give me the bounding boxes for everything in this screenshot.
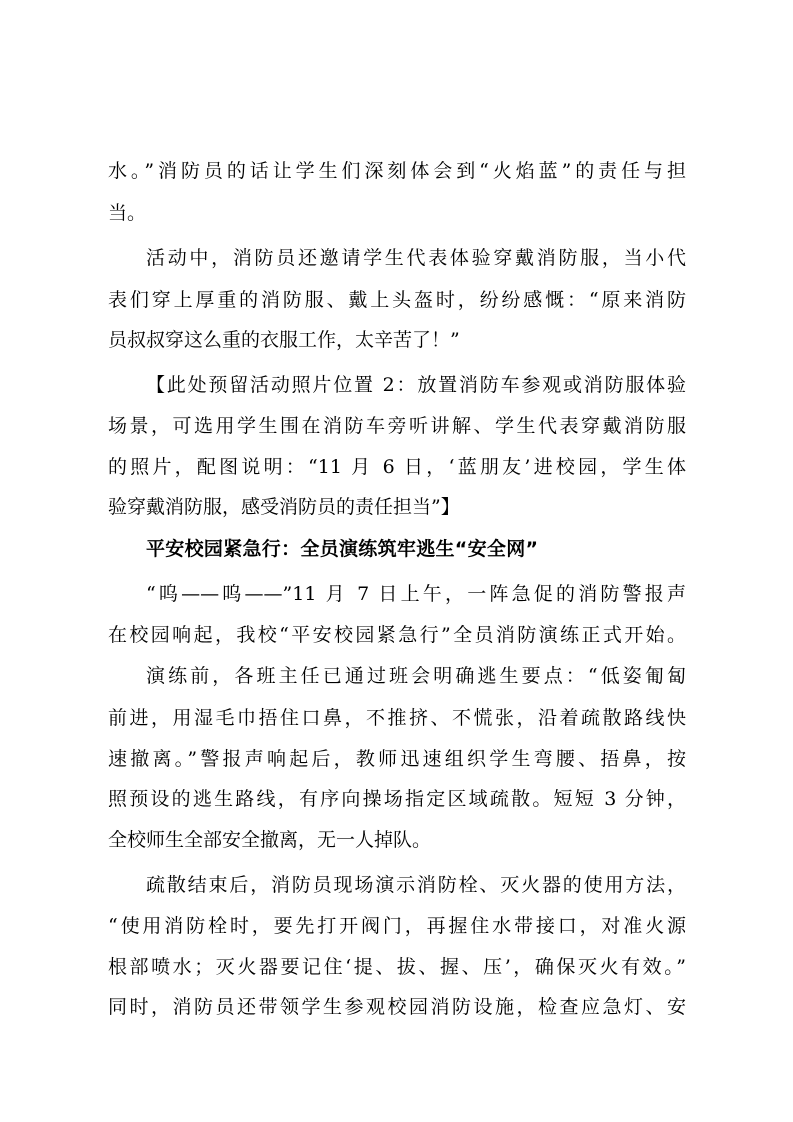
paragraph-line: 表们穿上厚重的消防服、戴上头盔时，纷纷感慨：“原来消防 bbox=[108, 289, 686, 311]
paragraph-line: 疏散结束后，消防员现场演示消防栓、灭火器的使用方法， bbox=[146, 874, 686, 896]
paragraph-line: 水。”消防员的话让学生们深刻体会到“火焰蓝”的责任与担 bbox=[108, 160, 686, 182]
paragraph-line: 员叔叔穿这么重的衣服工作，太辛苦了！” bbox=[108, 329, 460, 351]
paragraph-line: 活动中，消防员还邀请学生代表体验穿戴消防服，当小代 bbox=[146, 247, 686, 269]
section-heading: 平安校园紧急行：全员演练筑牢逃生“安全网” bbox=[146, 538, 539, 560]
paragraph-line: 前进，用湿毛巾捂住口鼻，不推挤、不慌张，沿着疏散路线快 bbox=[108, 707, 686, 729]
paragraph-line: “呜——呜——”11 月 7 日上午，一阵急促的消防警报声 bbox=[146, 583, 686, 605]
paragraph-line: 全校师生全部安全撤离，无一人掉队。 bbox=[108, 829, 432, 851]
paragraph-line: 在校园响起，我校“平安校园紧急行”全员消防演练正式开始。 bbox=[108, 624, 686, 646]
paragraph-line: 速撤离。”警报声响起后，教师迅速组织学生弯腰、捂鼻，按 bbox=[108, 748, 686, 770]
paragraph-line: “使用消防栓时，要先打开阀门，再握住水带接口，对准火源 bbox=[108, 915, 686, 937]
photo-placeholder-note: 验穿戴消防服，感受消防员的责任担当”】 bbox=[108, 496, 460, 518]
paragraph-line: 同时，消防员还带领学生参观校园消防设施，检查应急灯、安 bbox=[108, 996, 686, 1018]
paragraph-line: 演练前，各班主任已通过班会明确逃生要点：“低姿匍匐 bbox=[146, 665, 686, 687]
paragraph-line: 根部喷水；灭火器要记住‘提、拔、握、压’，确保灭火有效。” bbox=[108, 956, 686, 978]
paragraph-line: 照预设的逃生路线，有序向操场指定区域疏散。短短 3 分钟， bbox=[108, 788, 686, 810]
paragraph-line: 当。 bbox=[108, 202, 147, 224]
photo-placeholder-note: 的照片，配图说明：“11 月 6 日，‘蓝朋友’进校园，学生体 bbox=[108, 456, 686, 478]
photo-placeholder-note: 【此处预留活动照片位置 2：放置消防车参观或消防服体验 bbox=[146, 374, 686, 396]
photo-placeholder-note: 场景，可选用学生围在消防车旁听讲解、学生代表穿戴消防服 bbox=[108, 415, 686, 437]
